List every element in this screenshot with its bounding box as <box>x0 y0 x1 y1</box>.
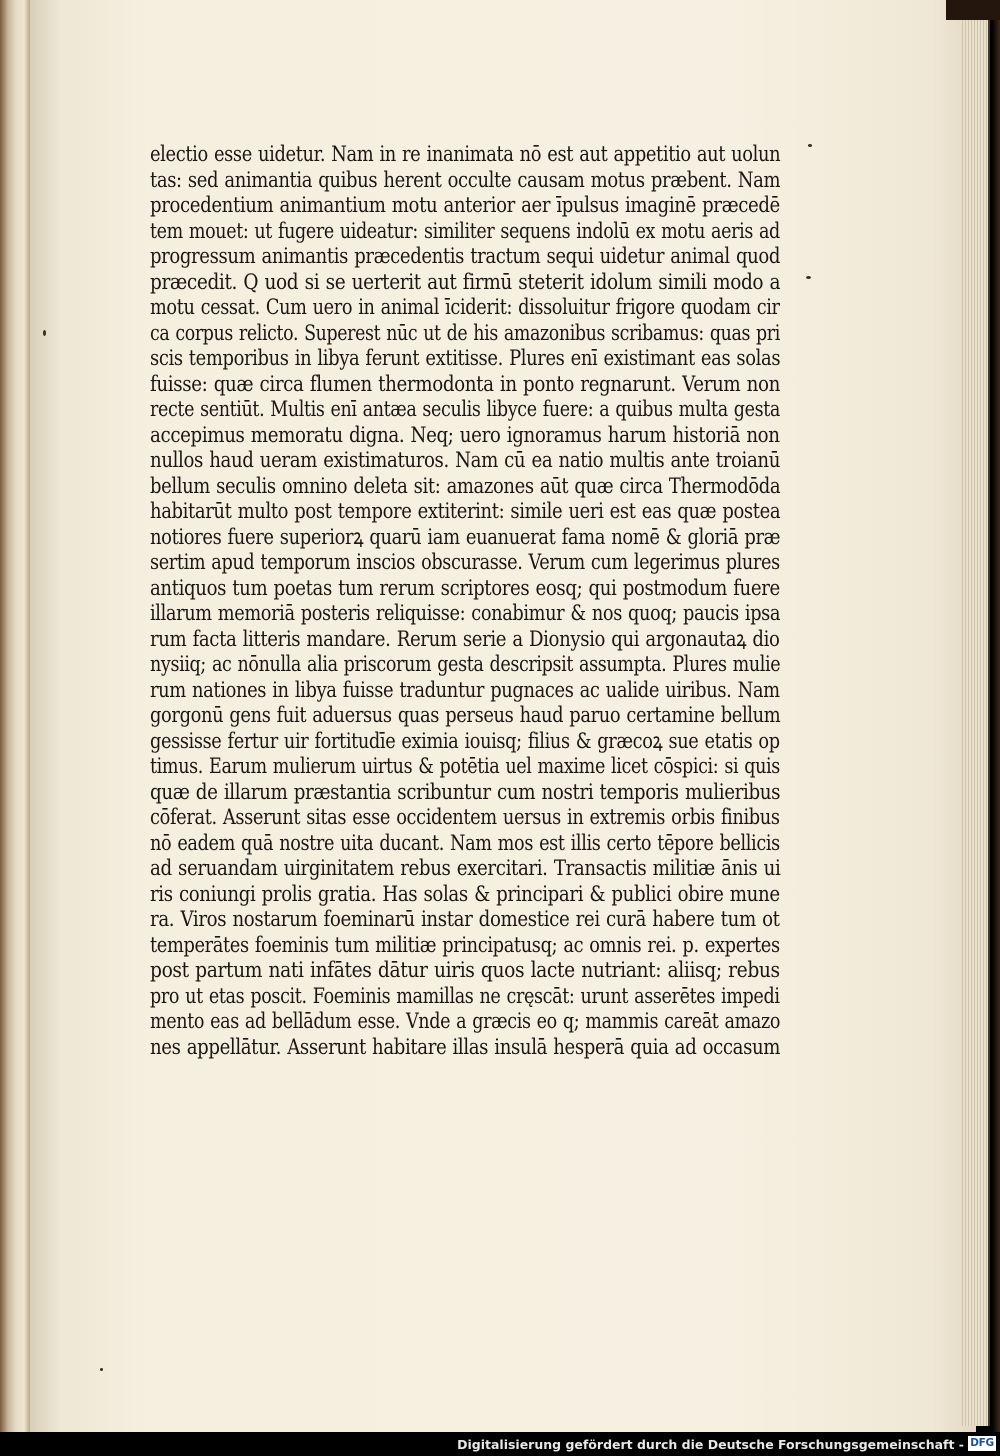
text-line: tem mouet: ut fugere uideatur: similiter sequens indolū ex motu aeris ad <box>150 218 780 244</box>
text-line: gorgonū gens fuit aduersus quas perseus haud paruo certamine bellum <box>150 703 781 728</box>
footer-bar <box>0 1432 1000 1456</box>
text-line: cōferat. Asserunt sitas esse occidentem uersus in extremis orbis finibus <box>150 805 780 830</box>
text-line: ca corpus relicto. Superest nūc ut de his amazonibus scribamus: quas pri <box>150 320 780 346</box>
text-line: quæ de illarum præstantia scribuntur cum nostri temporis mulieribus <box>150 779 781 805</box>
text-line: electio esse uidetur. Nam in re inanimata nō est aut appetitio aut uolun <box>150 142 781 167</box>
text-line: rum nationes in libya fuisse traduntur pugnaces ac ualide uiribus. Nam <box>150 677 780 703</box>
text-line: ra. Viros nostarum foeminarū instar domestice rei curā habere tum ot <box>150 907 780 932</box>
text-line: mento eas ad bellādum esse. Vnde a græcis eo q; mammis careāt amazo <box>150 1009 781 1034</box>
text-line: tas: sed animantia quibus herent occulte causam motus præbent. Nam <box>150 167 781 193</box>
dfg-logo: DFG <box>968 1436 996 1451</box>
text-line: scis temporibus in libya ferunt extitisse. Plures enī existimant eas solas <box>150 346 781 371</box>
previous-page-edge <box>0 0 30 1456</box>
text-line: habitarūt multo post tempore extiterint: simile ueri est eas quæ postea <box>150 499 781 524</box>
text-line: illarum memoriā posteris reliquisse: conabimur & nos quoq; paucis ipsa <box>150 601 781 626</box>
text-line: nes appellātur. Asserunt habitare illas insulā hesperā quia ad occasum <box>150 1034 781 1060</box>
text-line: antiquos tum poetas tum rerum scriptores eosq; qui postmodum fuere <box>150 575 780 601</box>
funding-credit: Digitalisierung gefördert durch die Deutsche Forschungsgemeinschaft - <box>457 1437 964 1452</box>
latin-text-block <box>150 142 780 1060</box>
text-line: fuisse: quæ circa flumen thermodonta in ponto regnarunt. Verum non <box>150 371 781 397</box>
text-line: ris coniungi prolis gratia. Has solas & principari & publici obire mune <box>150 881 780 907</box>
text-line: notiores fuere superiorꝝ quarū iam euanuerat fama nomē & gloriā præ <box>150 524 781 550</box>
text-line: nō eadem quā nostre uita ducant. Nam mos est illis certo tēpore bellicis <box>150 830 780 856</box>
text-line: procedentium animantium motu anterior aer īpulsus imaginē præcedē <box>150 193 780 218</box>
text-line: gessisse fertur uir fortitudīe eximia iouisq; filius & græcoꝝ sue etatis op <box>150 728 780 754</box>
text-line: nysiiq; ac nōnulla alia priscorum gesta descripsit assumpta. Plures mulie <box>150 652 781 677</box>
text-line: accepimus memoratu digna. Neq; uero ignoramus harum historiā non <box>150 422 780 448</box>
ink-speck <box>806 276 811 279</box>
page-fore-edges <box>962 14 990 1426</box>
text-line: progressum animantis præcedentis tractum sequi uidetur animal quod <box>150 244 781 269</box>
text-line: recte sentiūt. Multis enī antæa seculis libyce fuere: a quibus multa gesta <box>150 397 780 422</box>
binding-edge <box>946 0 1000 20</box>
text-line: ad seruandam uirginitatem rebus exercitari. Transactis militiæ ānis ui <box>150 856 781 881</box>
text-line: præcedit. Q uod si se uerterit aut firmū steterit idolum simili modo a <box>150 269 781 295</box>
ink-speck <box>43 330 46 336</box>
text-line: temperātes foeminis tum militiæ principatusq; ac omnis rei. p. expertes <box>150 932 780 958</box>
text-line: motu cessat. Cum uero in animal īciderit: dissoluitur frigore quodam cir <box>150 295 780 320</box>
ink-speck <box>808 144 812 147</box>
text-line: nullos haud ueram existimaturos. Nam cū ea natio multis ante troianū <box>150 448 781 473</box>
text-line: post partum nati infātes dātur uiris quos lacte nutriant: aliisq; rebus <box>150 958 780 983</box>
text-line: rum facta litteris mandare. Rerum serie a Dionysio qui argonautaꝝ dio <box>150 626 780 652</box>
text-line: sertim apud temporum inscios obscurasse. Verum cum legerimus plures <box>150 550 780 575</box>
ink-speck <box>100 1368 103 1371</box>
text-line: bellum seculis omnino deleta sit: amazones aūt quæ circa Thermodōda <box>150 473 781 499</box>
text-line: pro ut etas poscit. Foeminis mamillas ne cręscāt: urunt asserētes impedi <box>150 983 780 1009</box>
text-line: timus. Earum mulierum uirtus & potētia uel maxime licet cōspici: si quis <box>150 754 780 779</box>
